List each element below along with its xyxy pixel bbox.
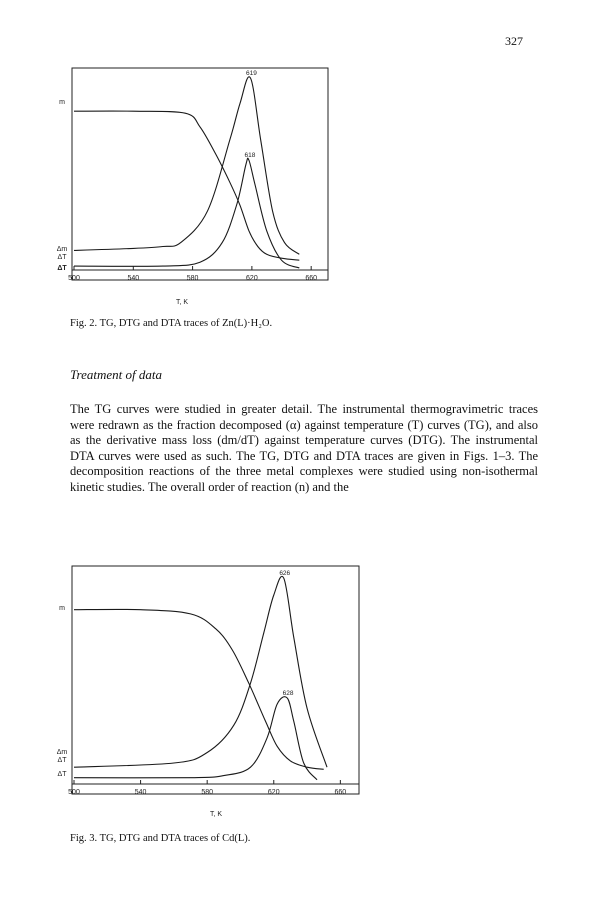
traces <box>74 77 299 268</box>
x-tick-label: 620 <box>246 275 258 282</box>
figure-3-caption: Fig. 3. TG, DTG and DTA traces of Cd(L). <box>70 833 251 844</box>
x-tick-label: 580 <box>201 789 214 796</box>
x-axis-label: T, K <box>175 299 189 306</box>
x-axis-label: T, K <box>209 811 223 818</box>
page-number: 327 <box>505 34 523 48</box>
x-tick-label: 540 <box>134 789 147 796</box>
x-tick-label: 500 <box>68 275 80 282</box>
dtg-peak-label: 626 <box>279 570 291 578</box>
dtg-trace-label: Δm <box>56 749 68 756</box>
x-tick-label: 580 <box>186 275 199 282</box>
x-axis-tick-labels <box>68 275 317 282</box>
tg-trace-label: m <box>59 605 65 612</box>
x-axis-tick-labels <box>68 789 346 796</box>
x-tick-label: 500 <box>68 789 80 796</box>
plot-frame <box>72 566 359 794</box>
dta-trace-label-top: ΔT <box>57 254 67 261</box>
figure-3-chart <box>0 558 596 828</box>
dta-trace <box>74 697 317 780</box>
dta-trace-label-top: ΔT <box>57 757 67 764</box>
dta-trace <box>74 158 299 268</box>
dtg-trace-label: Δm <box>56 246 68 253</box>
x-tick-label: 540 <box>127 275 140 282</box>
figure-2-caption: Fig. 2. TG, DTG and DTA traces of Zn(L)·H₂O. <box>70 318 273 329</box>
tg-trace-label: m <box>59 99 65 106</box>
dta-peak-label: 618 <box>244 152 256 160</box>
dta-trace-label-bottom: ΔT <box>57 265 67 272</box>
x-tick-label: 660 <box>334 789 347 796</box>
figure-2-chart <box>0 60 596 315</box>
dta-peak-label: 628 <box>282 689 294 697</box>
traces <box>74 576 327 779</box>
dtg-trace <box>74 576 327 767</box>
dtg-peak-label: 619 <box>245 69 257 77</box>
dta-trace-label-bottom: ΔT <box>57 771 67 778</box>
x-tick-label: 660 <box>305 275 318 282</box>
body-paragraph: The TG curves were studied in greater detail. The instrumental thermogravimetric traces were redrawn as the fraction decomposed (α) against temperature (T) curves (TG), and also as the derivative mass loss (dm/dT) against temperature curves (DTG). The instrumental DTA curves were used as such. The TG, DTG and DTA traces are given in Figs. 1–3. The decomposition reactions of the three metal complexes were studied using non-isothermal kinetic studies. The overall order of reaction (n) and the <box>70 402 538 494</box>
x-tick-label: 620 <box>267 789 280 796</box>
x-axis-ticks <box>74 780 340 784</box>
section-heading: Treatment of data <box>70 367 162 382</box>
